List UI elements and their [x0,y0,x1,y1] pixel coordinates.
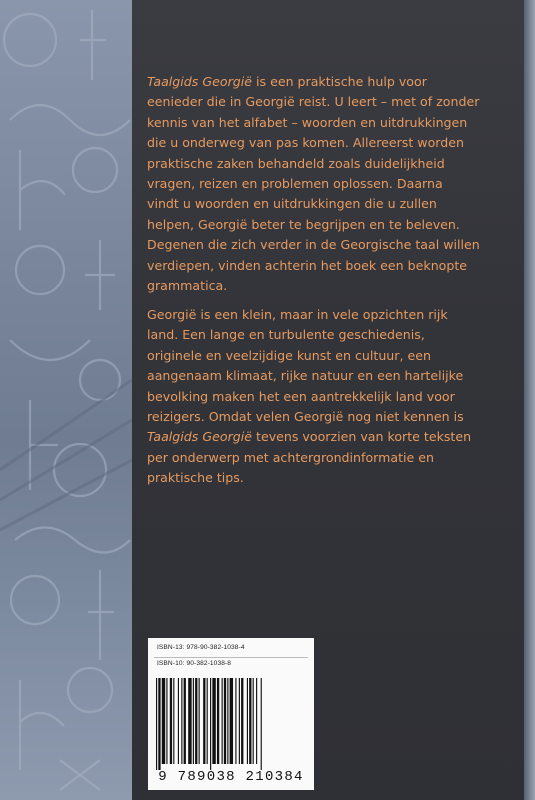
text-line: Degenen die zich verder in de Georgische taal willen [147,237,480,253]
text-line: kennis van het alfabet – woorden en uitdrukkingen [147,114,468,130]
barcode-bar [261,678,262,770]
text-line: praktische tips. [147,470,244,486]
barcode-bar [222,678,223,764]
book-title-italic: Taalgids Georgië [147,74,252,89]
text-line-rest: tevens voorzien van korte teksten [252,429,472,445]
text-line: die u onderweg van pas komen. Allereerst worden [147,135,464,151]
text-line: helpen, Georgië beter te begrijpen en te beleven. [147,216,460,232]
text-line: bevolking maken het een aantrekkelijk land voor [147,388,455,404]
text-line: per onderwerp met achtergrondinformatie en [147,449,435,465]
text-line: aangenaam klimaat, rijke natuur en een hartelijke [147,368,464,384]
barcode-bar [210,678,211,770]
barcode-bar [158,678,160,770]
text-line [147,72,507,92]
barcode-bar [224,678,226,764]
barcode-bar [249,678,251,764]
text-line: vragen, reizen en problemen oplossen. Daarna [147,176,443,192]
barcode-icon [154,678,308,770]
barcode-bar [230,678,233,764]
barcode-bar [253,678,254,764]
barcode-bar [195,678,197,764]
barcode-bar [227,678,228,764]
barcode-bar [235,678,236,764]
barcode-label [148,638,314,790]
barcode-bar [212,678,215,764]
text-line: originele en veelzijdige kunst en cultuur, een [147,347,431,363]
text-line: verdiepen, vinden achterin het boek een beknopte [147,257,468,273]
barcode-digits: 9 789038 210384 [158,769,304,785]
book-title-italic: Taalgids Georgië [147,429,252,445]
text-line: vindt u woorden en uitdrukkingen die u zullen [147,196,437,212]
barcode-bar [217,678,219,764]
barcode-bar [156,678,157,770]
isbn13-text: ISBN-13: 978-90-382-1038-4 [157,644,245,651]
barcode-bar [170,678,172,764]
text-line [147,427,507,447]
text-line: eenieder die in Georgië reist. U leert – met of zonder [147,94,480,110]
barcode-bar [181,678,182,764]
barcode-bar [203,678,205,764]
georgian-letter-icon [0,0,132,800]
barcode-bar [188,678,191,764]
barcode-bar [239,678,240,764]
barcode-bar [166,678,167,764]
barcode-bar [207,678,208,764]
barcode-bar [256,678,257,764]
text-line: Georgië is een klein, maar in vele opzichten rijk [147,307,448,322]
book-edge [524,0,535,800]
text-line-rest: is een praktische hulp voor [252,74,427,89]
description-paragraph-1 [147,72,507,296]
isbn10-text: ISBN-10: 90-382-1038-8 [157,660,232,667]
barcode-bar [178,678,179,764]
barcode-bar [193,678,194,764]
text-line: reizigers. Omdat velen Georgië nog niet kennen is [147,409,464,425]
barcode-bar [184,678,186,764]
description-paragraph-2 [147,305,507,489]
text-line: praktische zaken behandeld zoals duidelijkheid [147,155,445,171]
cover-art-strip [0,0,132,800]
text-line: land. Een lange en turbulente geschiedenis, [147,327,425,343]
barcode-bar [241,678,243,764]
barcode-bar [162,678,165,764]
isbn-divider [154,657,308,658]
barcode-bar [173,678,174,764]
barcode-bar [199,678,200,764]
text-line: grammatica. [147,278,228,294]
barcode-bar [247,678,248,764]
